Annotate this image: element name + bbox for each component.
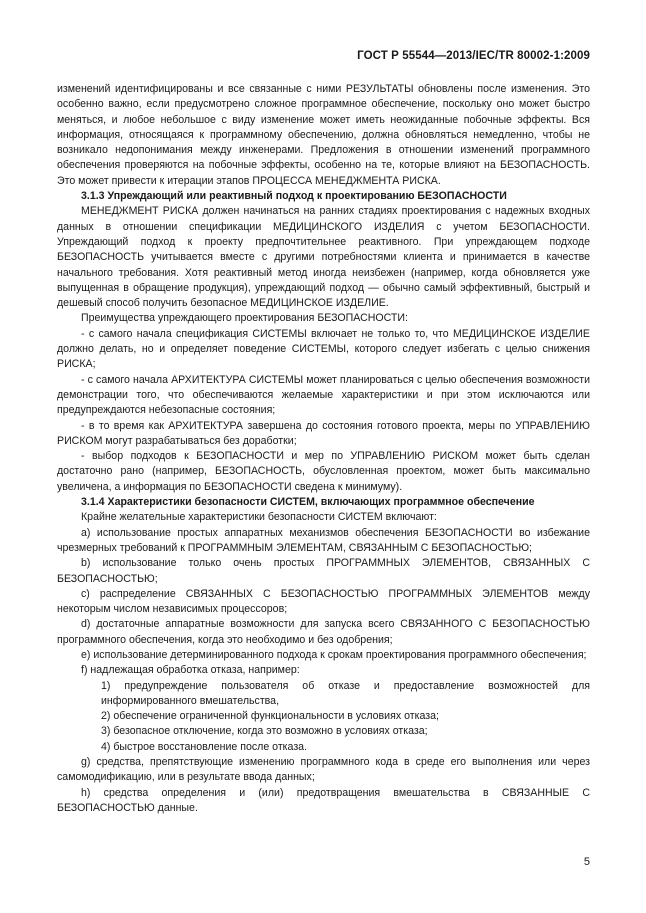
sub-list-item: 2) обеспечение ограниченной функциональности в условиях отказа; xyxy=(101,710,439,723)
list-item: - выбор подходов к БЕЗОПАСНОСТИ и мер по УПРАВЛЕНИЮ РИСКОМ может быть сделан достаточно рано (например, БЕЗОПАСНОСТЬ, обусловленная проектом, может быть максимально увеличена, а информация по БЕЗОПАСНОСТИ сведена к минимуму). xyxy=(57,450,590,493)
list-item: c) распределение СВЯЗАННЫХ С БЕЗОПАСНОСТЬЮ ПРОГРАММНЫХ ЭЛЕМЕНТОВ между некоторым числом независимых процессоров; xyxy=(57,587,590,616)
list-item: - в то время как АРХИТЕКТУРА завершена до состояния готового проекта, меры по УПРАВЛЕНИЮ РИСКОМ могут разрабатываться без доработки; xyxy=(57,419,590,447)
list-item: b) использование только очень простых ПРОГРАММНЫХ ЭЛЕМЕНТОВ, СВЯЗАННЫХ С БЕЗОПАСНОСТЬЮ; xyxy=(57,557,590,585)
list-item: a) использование простых аппаратных механизмов обеспечения БЕЗОПАСНОСТИ во избежание чрезмерных требований к ПРОГРАММНЫМ ЭЛЕМЕНТАМ, СВЯЗАННЫМ С БЕЗОПАСНОСТЬЮ; xyxy=(57,526,590,554)
section-heading-3-1-4: 3.1.4 Характеристики безопасности СИСТЕМ, включающих программное обеспечение xyxy=(81,496,535,509)
list-item: - с самого начала спецификация СИСТЕМЫ включает не только то, что МЕДИЦИНСКОЕ ИЗДЕЛИЕ должно делать, но и определяет поведение СИСТЕМЫ, которого следует избегать с целью снижения РИСКА; xyxy=(57,327,590,371)
list-item: g) средства, препятствующие изменению программного кода в среде его выполнения или через самомодификацию, или в результате ввода данных; xyxy=(57,756,590,784)
document-header: ГОСТ Р 55544—2013/IEC/TR 80002-1:2009 xyxy=(357,50,590,62)
list-item: f) надлежащая обработка отказа, например: xyxy=(81,664,300,677)
list-item: h) средства определения и (или) предотвращения вмешательства в СВЯЗАННЫЕ С БЕЗОПАСНОСТЬЮ данные. xyxy=(57,786,590,814)
paragraph: изменений идентифицированы и все связанные с ними РЕЗУЛЬТАТЫ обновлены после изменения. Это особенно важно, если предусмотрено сложное программное обеспечение, поскольку оно может быстро меняться, и любое небольшое с виду изменение может иметь неожиданные побочные эффекты. Вся информация, относящаяся к программному обеспечению, должна обновляться немедленно, чтобы не возникало недопонимания между инженерами. Предложения в отношении изменений программного обеспечения проверяются на побочные эффекты, особенно на те, которые влияют на БЕЗОПАСНОСТЬ. Это может привести к итерации этапов ПРОЦЕССА МЕНЕДЖМЕНТА РИСКА. xyxy=(57,83,590,187)
paragraph: Крайне желательные характеристики безопасности СИСТЕМ включают: xyxy=(81,511,437,524)
sub-list-item: 4) быстрое восстановление после отказа. xyxy=(101,740,308,753)
paragraph: Преимущества упреждающего проектирования БЕЗОПАСНОСТИ: xyxy=(81,312,408,325)
section-heading-3-1-3: 3.1.3 Упреждающий или реактивный подход к проектированию БЕЗОПАСНОСТИ xyxy=(81,190,507,203)
list-item: e) использование детерминированного подхода к срокам проектирования программного обеспечения; xyxy=(81,648,587,661)
document-body xyxy=(57,82,590,816)
list-item: d) достаточные аппаратные возможности для запуска всего СВЯЗАННОГО С БЕЗОПАСНОСТЬЮ программного обеспечения, когда это необходимо и без одобрения; xyxy=(57,618,590,646)
page-number: 5 xyxy=(583,856,590,868)
sub-list-item: 1) предупреждение пользователя об отказе и предоставление возможностей для информированного вмешательства, xyxy=(101,679,590,707)
list-item: - с самого начала АРХИТЕКТУРА СИСТЕМЫ может планироваться с целью обеспечения возможности демонстрации того, что обеспечиваются желаемые характеристики и при этом исключаются или предупреждаются небезопасные состояния; xyxy=(57,373,590,417)
sub-list-item: 3) безопасное отключение, когда это возможно в условиях отказа; xyxy=(101,725,428,738)
paragraph: МЕНЕДЖМЕНТ РИСКА должен начинаться на ранних стадиях проектирования с надежных входных данных в отношении спецификации МЕДИЦИНСКОГО ИЗДЕЛИЯ с учетом БЕЗОПАСНОСТИ. Упреждающий подход к проекту предпочтительнее реактивного. При упреждающем подходе БЕЗОПАСНОСТЬ учитывается вместе с другими потребностями клиента и принимается в качестве начального требования. Хотя реактивный метод иногда неизбежен (например, когда обновляется уже выпущенная в обращение продукция), упреждающий подход — обычно самый эффективный, быстрый и дешевый способ получить безопасное МЕДИЦИНСКОЕ ИЗДЕЛИЕ. xyxy=(57,205,590,310)
